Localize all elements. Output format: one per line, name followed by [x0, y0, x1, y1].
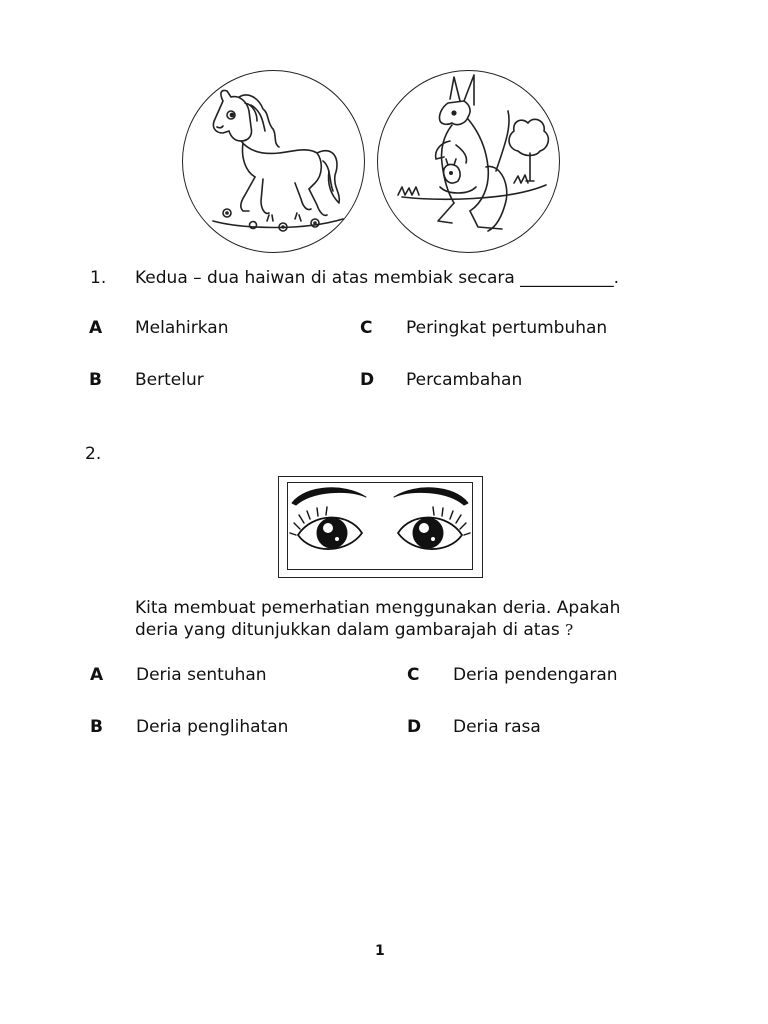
question-2-text-line2: deria yang ditunjukkan dalam gambarajah di atas	[135, 620, 560, 640]
question-1-option-a-text: Melahirkan	[135, 318, 229, 338]
question-1-option-d-text: Percambahan	[406, 370, 523, 390]
question-2-option-d-letter: D	[407, 717, 422, 737]
question-2-option-b-text: Deria penglihatan	[136, 717, 289, 737]
kangaroo-illustration	[377, 70, 560, 253]
eyes-icon	[288, 483, 472, 569]
question-1-option-c-text: Peringkat pertumbuhan	[406, 318, 608, 338]
eyes-illustration	[278, 476, 483, 578]
horse-icon	[183, 71, 363, 251]
question-1-option-b-text: Bertelur	[135, 370, 204, 390]
question-2-option-a-letter: A	[90, 665, 104, 685]
horse-illustration	[182, 70, 365, 253]
question-2-text-line2-wrap	[135, 620, 573, 640]
question-1-option-d-letter: D	[360, 370, 375, 390]
question-2-text-line1: Kita membuat pemerhatian menggunakan deria. Apakah	[135, 598, 621, 618]
question-2-option-c-text: Deria pendengaran	[453, 665, 618, 685]
question-1-text: Kedua – dua haiwan di atas membiak secara ___________.	[135, 268, 620, 288]
question-1-number: 1.	[90, 268, 107, 288]
question-2-number: 2.	[85, 444, 102, 464]
page-number: 1	[375, 943, 385, 959]
question-1-option-a-letter: A	[89, 318, 103, 338]
question-2-option-c-letter: C	[407, 665, 420, 685]
question-2-option-d-text: Deria rasa	[453, 717, 541, 737]
eyes-inner-frame	[287, 482, 473, 570]
question-2-option-a-text: Deria sentuhan	[136, 665, 267, 685]
question-2-question-mark: ?	[565, 621, 574, 639]
question-1-option-b-letter: B	[89, 370, 102, 390]
question-2-option-b-letter: B	[90, 717, 103, 737]
question-1-option-c-letter: C	[360, 318, 373, 338]
kangaroo-icon	[378, 71, 558, 251]
